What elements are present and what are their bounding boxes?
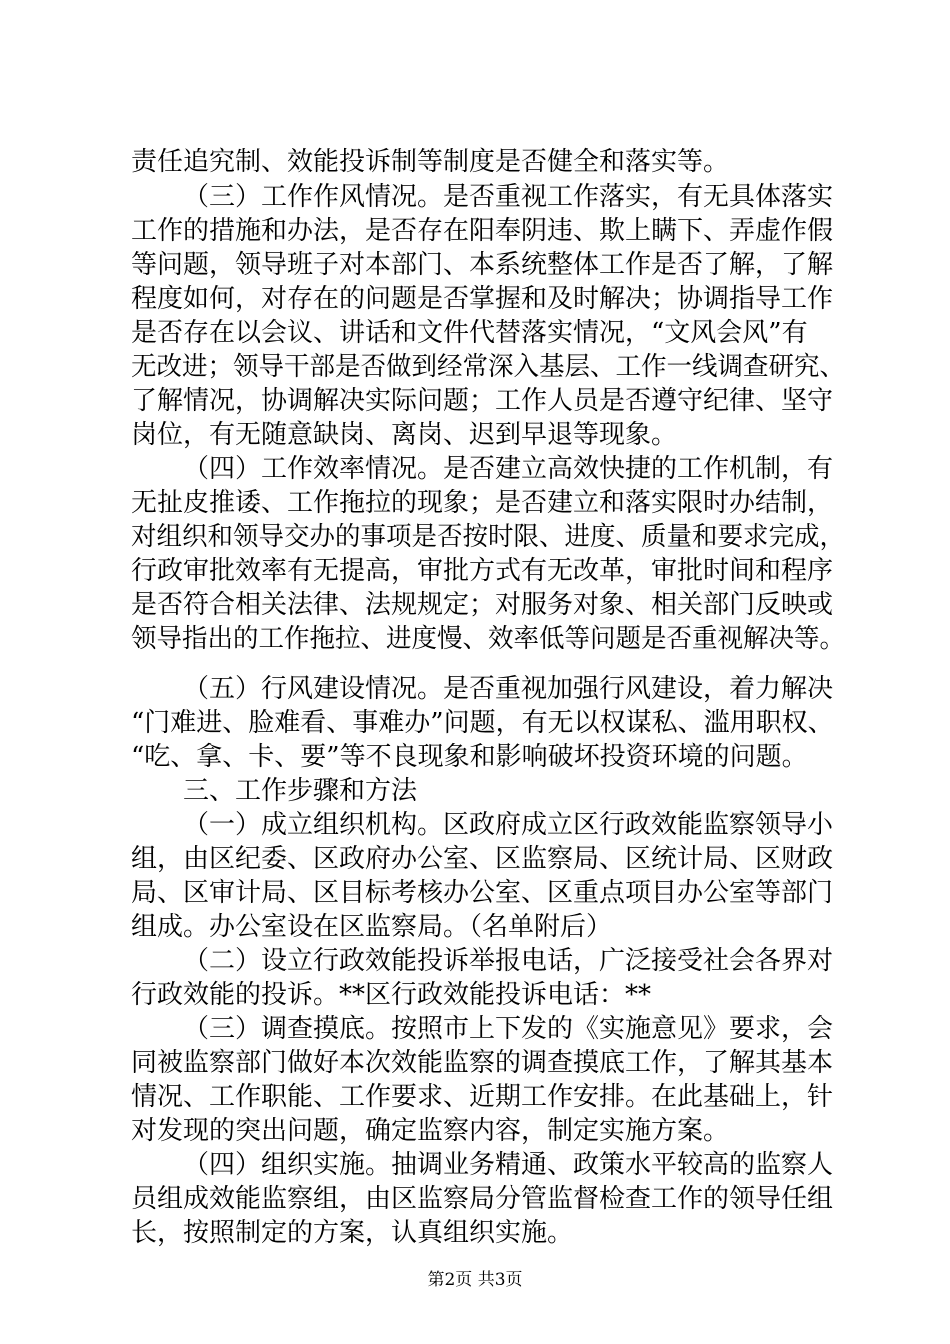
text-line: 同被监察部门做好本次效能监察的调查摸底工作，了解其基本 (131, 1048, 834, 1078)
text-line: 组成。办公室设在区监察局。（名单附后） (131, 912, 613, 942)
text-line: 情况、工作职能、工作要求、近期工作安排。在此基础上，针 (131, 1082, 834, 1112)
text-line: 无扯皮推诿、工作拖拉的现象；是否建立和落实限时办结制， (131, 488, 834, 518)
text-line: 等问题，领导班子对本部门、本系统整体工作是否了解，了解 (131, 250, 834, 280)
text-line: 组，由区纪委、区政府办公室、区监察局、区统计局、区财政 (131, 844, 834, 874)
text-line: 领导指出的工作拖拉、进度慢、效率低等问题是否重视解决等。 (131, 624, 846, 654)
text-line: 了解情况，协调解决实际问题；工作人员是否遵守纪律、坚守 (131, 386, 834, 416)
text-line: （四）组织实施。抽调业务精通、政策水平较高的监察人 (183, 1150, 834, 1180)
section-heading: 三、工作步骤和方法 (183, 776, 418, 806)
text-line: （三）工作作风情况。是否重视工作落实，有无具体落实 (183, 182, 834, 212)
text-line: （三）调查摸底。按照市上下发的《实施意见》要求，会 (183, 1014, 834, 1044)
text-line: 行政效能的投诉。**区行政效能投诉电话：** (131, 980, 652, 1010)
text-line: 岗位，有无随意缺岗、离岗、迟到早退等现象。 (131, 420, 678, 450)
text-line: “门难进、脸难看、事难办”问题，有无以权谋私、滥用职权、 (131, 708, 834, 738)
text-line: 对组织和领导交办的事项是否按时限、进度、质量和要求完成， (131, 522, 846, 552)
text-line: 行政审批效率有无提高，审批方式有无改革，审批时间和程序 (131, 556, 834, 586)
text-line: 责任追究制、效能投诉制等制度是否健全和落实等。 (131, 147, 730, 177)
text-line: 员组成效能监察组，由区监察局分管监督检查工作的领导任组 (131, 1184, 834, 1214)
text-line: 是否符合相关法律、法规规定；对服务对象、相关部门反映或 (131, 590, 834, 620)
text-line: 局、区审计局、区目标考核办公室、区重点项目办公室等部门 (131, 878, 834, 908)
text-line: 是否存在以会议、讲话和文件代替落实情况，“文风会风”有 (131, 318, 808, 348)
page-footer: 第2页 共3页 (427, 1270, 523, 1290)
text-line: 长，按照制定的方案，认真组织实施。 (131, 1218, 574, 1248)
text-line: （四）工作效率情况。是否建立高效快捷的工作机制，有 (183, 454, 834, 484)
text-line: （一）成立组织机构。区政府成立区行政效能监察领导小 (183, 810, 834, 840)
text-line: 程度如何，对存在的问题是否掌握和及时解决；协调指导工作 (131, 284, 834, 314)
text-line: （二）设立行政效能投诉举报电话，广泛接受社会各界对 (183, 946, 834, 976)
text-line: 无改进；领导干部是否做到经常深入基层、工作一线调查研究、 (131, 352, 846, 382)
text-line: 对发现的突出问题，确定监察内容，制定实施方案。 (131, 1116, 730, 1146)
text-line: （五）行风建设情况。是否重视加强行风建设，着力解决 (183, 674, 834, 704)
text-line: “吃、拿、卡、要”等不良现象和影响破坏投资环境的问题。 (131, 742, 808, 772)
text-line: 工作的措施和办法，是否存在阳奉阴违、欺上瞒下、弄虚作假 (131, 216, 834, 246)
